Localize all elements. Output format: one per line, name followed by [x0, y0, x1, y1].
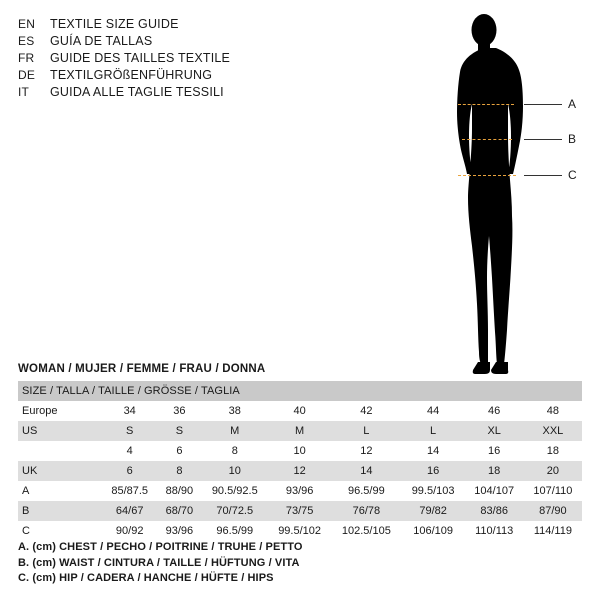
cell: 99.5/103 — [402, 481, 465, 501]
cell: 16 — [402, 461, 465, 481]
measurement-notes — [18, 540, 578, 587]
cell: 36 — [157, 401, 201, 421]
table-row — [18, 521, 582, 541]
table-row — [18, 441, 582, 461]
language-code: IT — [18, 85, 30, 99]
cell: 12 — [268, 461, 331, 481]
cell: 8 — [157, 461, 201, 481]
language-code: ES — [18, 34, 35, 48]
chest-measure-line — [458, 104, 514, 105]
language-title: TEXTILE SIZE GUIDE — [50, 17, 179, 31]
group-heading: WOMAN / MUJER / FEMME / FRAU / DONNA — [18, 363, 266, 375]
cell: 107/110 — [524, 481, 582, 501]
female-body-figure — [400, 8, 600, 378]
size-table — [18, 381, 582, 541]
cell: 8 — [201, 441, 268, 461]
cell: 88/90 — [157, 481, 201, 501]
cell: S — [157, 421, 201, 441]
language-title: GUIDA ALLE TAGLIE TESSILI — [50, 85, 224, 99]
language-title: GUIDE DES TAILLES TEXTILE — [50, 51, 231, 65]
table-header-label: SIZE / TALLA / TAILLE / GRÖSSE / TAGLIA — [18, 381, 582, 401]
table-row — [18, 501, 582, 521]
cell: 110/113 — [465, 521, 524, 541]
cell: 70/72.5 — [201, 501, 268, 521]
table-row — [18, 421, 582, 441]
hip-measure-line — [458, 175, 516, 176]
table-row — [18, 401, 582, 421]
language-code: FR — [18, 51, 35, 65]
language-code: EN — [18, 17, 36, 31]
language-title: GUÍA DE TALLAS — [50, 34, 153, 48]
cell: 99.5/102 — [268, 521, 331, 541]
row-label: Europe — [18, 401, 102, 421]
cell: 90.5/92.5 — [201, 481, 268, 501]
cell: 14 — [402, 441, 465, 461]
note-chest: A. (cm) CHEST / PECHO / POITRINE / TRUHE / PETTO — [18, 541, 303, 553]
cell: L — [402, 421, 465, 441]
cell: 93/96 — [268, 481, 331, 501]
cell: 40 — [268, 401, 331, 421]
row-label: A — [18, 481, 102, 501]
cell: L — [331, 421, 402, 441]
cell: 46 — [465, 401, 524, 421]
chest-leader-line — [524, 104, 562, 105]
cell: 18 — [524, 441, 582, 461]
language-code: DE — [18, 68, 36, 82]
language-row — [18, 50, 348, 67]
cell: 76/78 — [331, 501, 402, 521]
language-title: TEXTILGRÖßENFÜHRUNG — [50, 68, 213, 82]
cell: 20 — [524, 461, 582, 481]
row-label — [18, 441, 102, 461]
language-row — [18, 33, 348, 50]
cell: 73/75 — [268, 501, 331, 521]
row-label: B — [18, 501, 102, 521]
cell: 6 — [157, 441, 201, 461]
note-hip: C. (cm) HIP / CADERA / HANCHE / HÜFTE / HIPS — [18, 572, 274, 584]
cell: 102.5/105 — [331, 521, 402, 541]
cell: M — [201, 421, 268, 441]
cell: 10 — [268, 441, 331, 461]
cell: 96.5/99 — [201, 521, 268, 541]
marker-label-c: C — [568, 168, 577, 182]
cell: 6 — [102, 461, 157, 481]
cell: 68/70 — [157, 501, 201, 521]
language-row — [18, 67, 348, 84]
cell: 87/90 — [524, 501, 582, 521]
cell: 79/82 — [402, 501, 465, 521]
cell: 83/86 — [465, 501, 524, 521]
cell: 44 — [402, 401, 465, 421]
cell: 114/119 — [524, 521, 582, 541]
marker-label-b: B — [568, 132, 577, 146]
language-row — [18, 16, 348, 33]
cell: 12 — [331, 441, 402, 461]
cell: 4 — [102, 441, 157, 461]
cell: 14 — [331, 461, 402, 481]
cell: 38 — [201, 401, 268, 421]
cell: 42 — [331, 401, 402, 421]
hip-leader-line — [524, 175, 562, 176]
cell: 85/87.5 — [102, 481, 157, 501]
row-label: UK — [18, 461, 102, 481]
waist-leader-line — [524, 139, 562, 140]
cell: 34 — [102, 401, 157, 421]
cell: S — [102, 421, 157, 441]
cell: M — [268, 421, 331, 441]
cell: 64/67 — [102, 501, 157, 521]
cell: 106/109 — [402, 521, 465, 541]
waist-measure-line — [462, 139, 512, 140]
cell: XXL — [524, 421, 582, 441]
marker-label-a: A — [568, 97, 577, 111]
cell: 96.5/99 — [331, 481, 402, 501]
row-label: US — [18, 421, 102, 441]
table-row — [18, 461, 582, 481]
cell: XL — [465, 421, 524, 441]
cell: 10 — [201, 461, 268, 481]
language-list — [18, 16, 348, 101]
cell: 48 — [524, 401, 582, 421]
table-header-row — [18, 381, 582, 401]
cell: 93/96 — [157, 521, 201, 541]
cell: 18 — [465, 461, 524, 481]
cell: 104/107 — [465, 481, 524, 501]
row-label: C — [18, 521, 102, 541]
note-waist: B. (cm) WAIST / CINTURA / TAILLE / HÜFTUNG / VITA — [18, 556, 300, 569]
table-row — [18, 481, 582, 501]
language-row — [18, 84, 348, 101]
cell: 90/92 — [102, 521, 157, 541]
cell: 16 — [465, 441, 524, 461]
female-silhouette-icon — [400, 8, 600, 378]
